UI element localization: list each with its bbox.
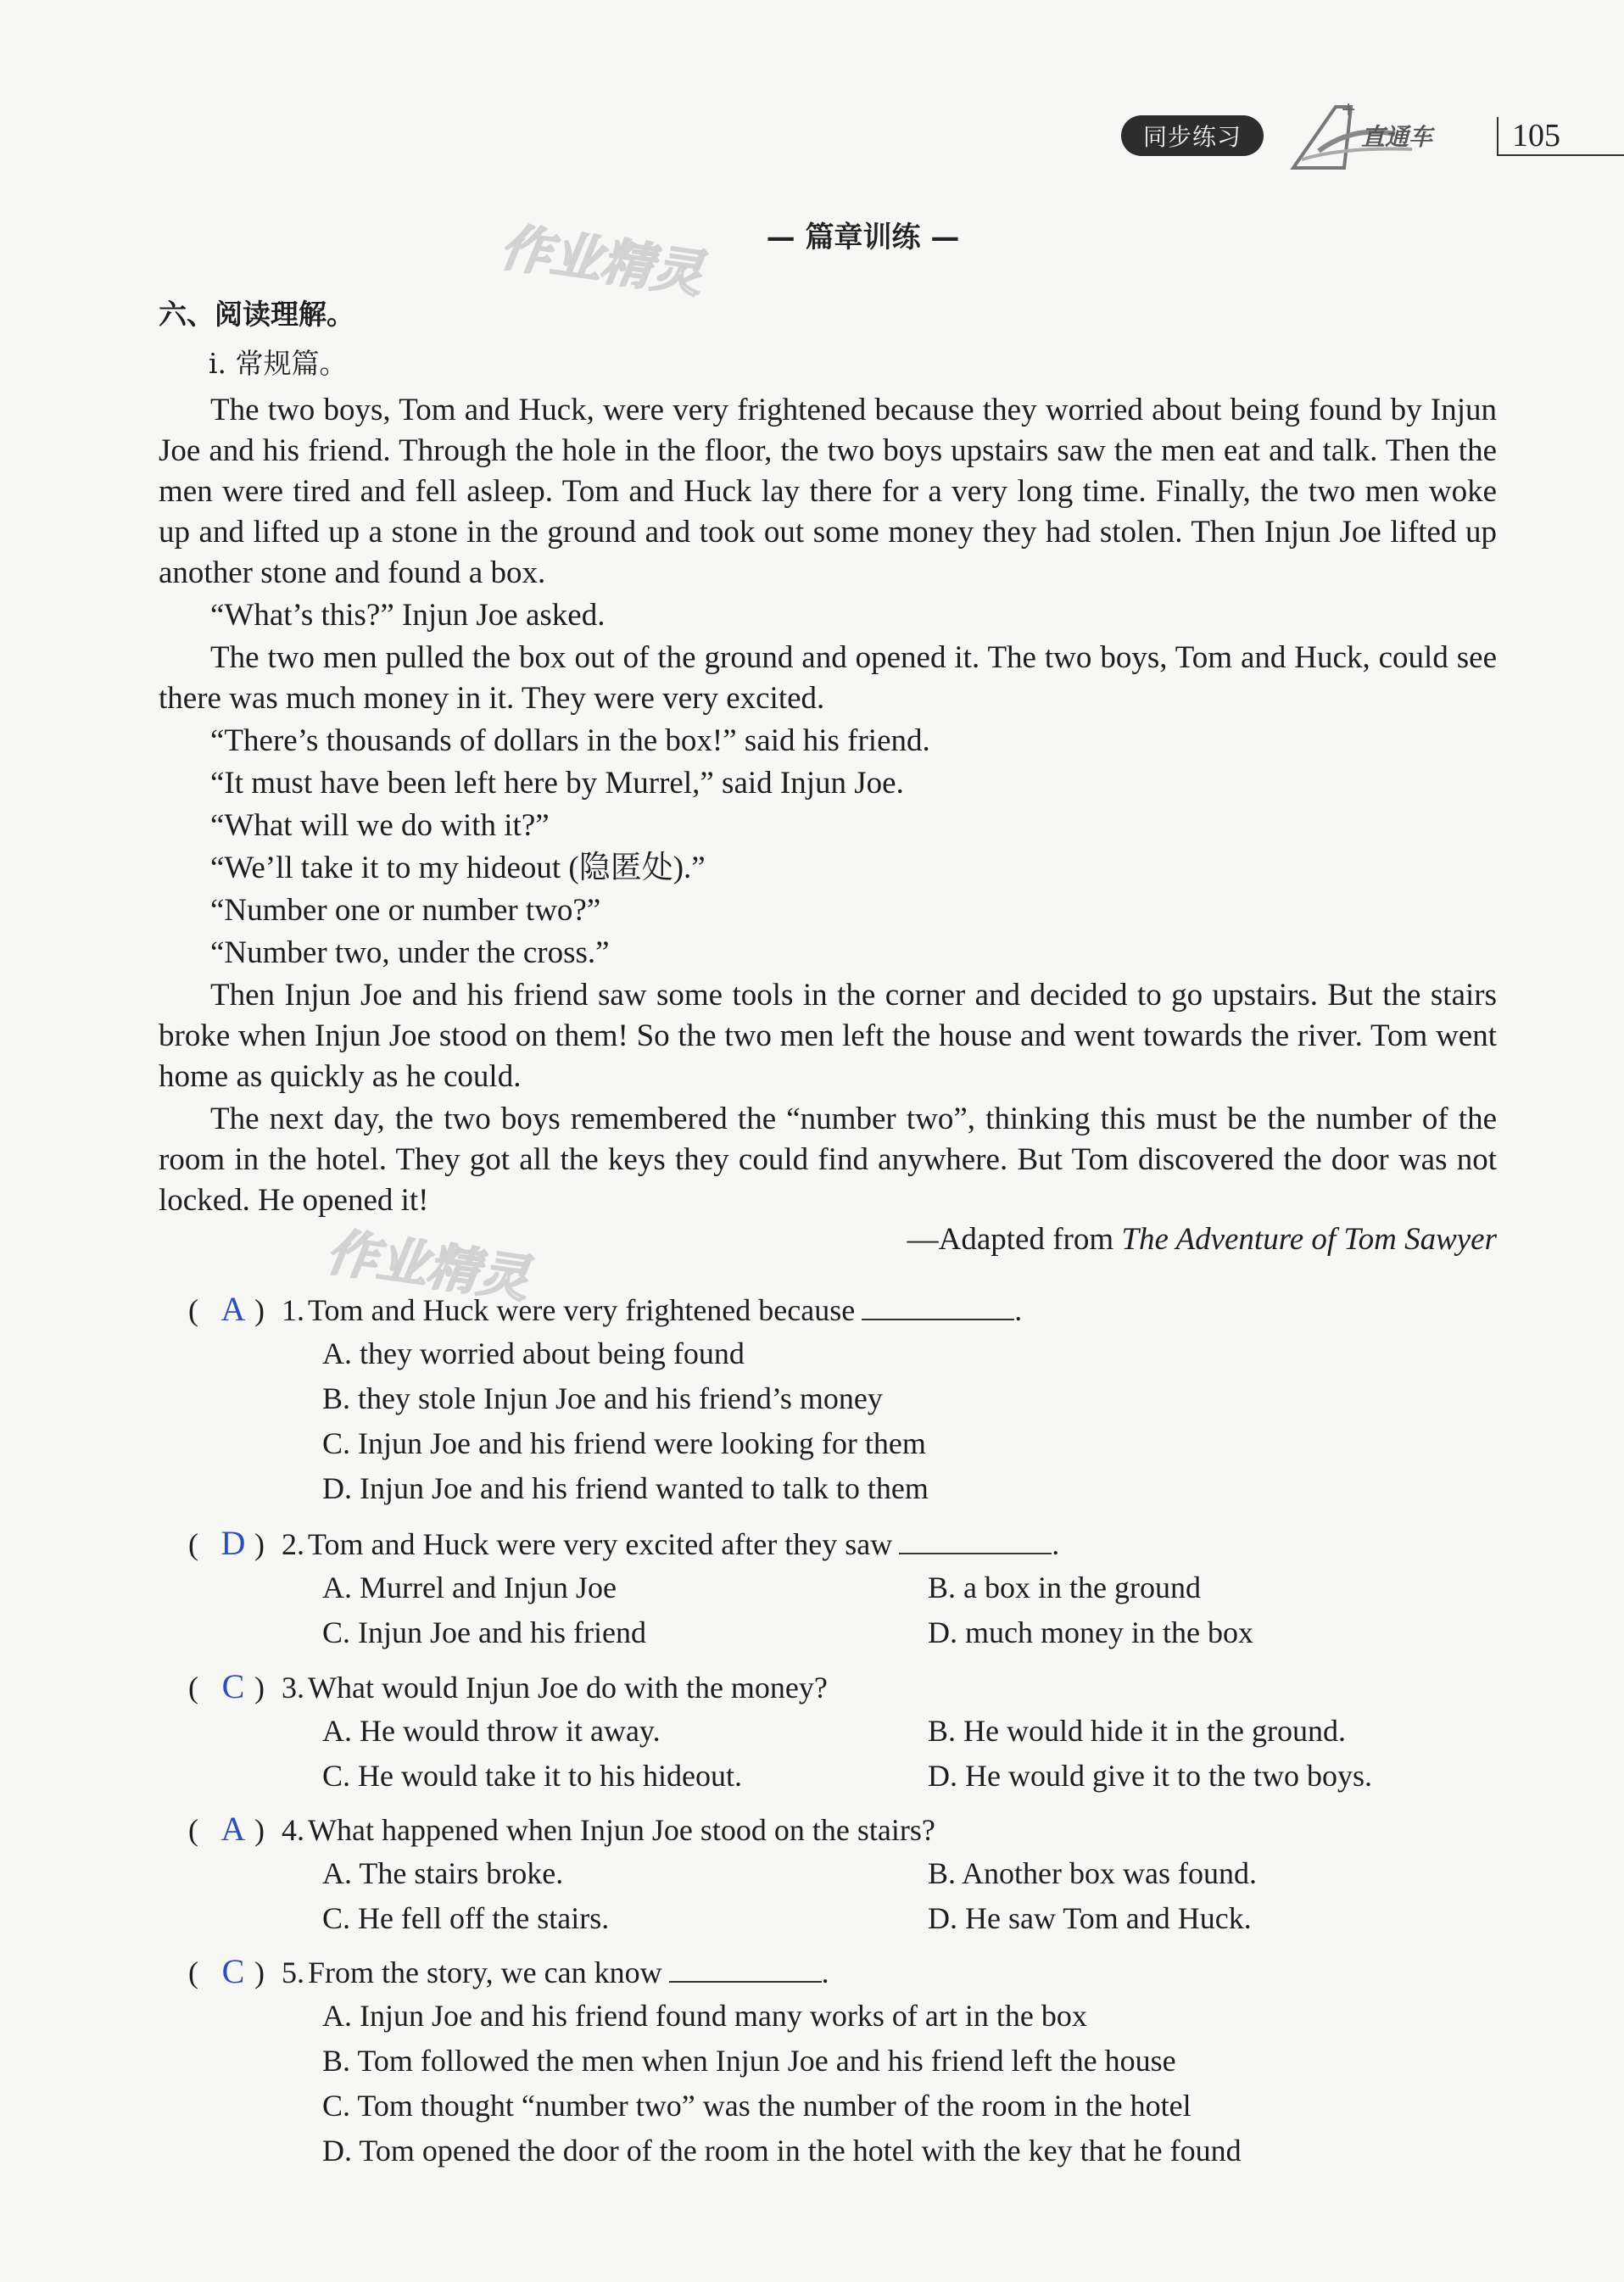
option: B. Another box was found. xyxy=(928,1856,1257,1890)
passage-paragraph: “It must have been left here by Murrel,” said Injun Joe. xyxy=(210,766,904,801)
question-number: 2. xyxy=(282,1527,304,1561)
svg-text:+: + xyxy=(1341,100,1357,120)
passage-paragraph: The two boys, Tom and Huck, were very frightened because they worried about being found by Injun Joe and his friend. Through the hole in the floor, the two boys upstairs saw the men eat and talk. Then the men were tired and fell asleep. Tom and Huck lay there for a very long time. Finally, the two men woke up and lifted up a stone in the ground and took out some money they had stolen. Then Injun Joe lifted up another stone and found a box. xyxy=(159,393,1497,590)
question-text: From the story, we can know xyxy=(308,1956,662,1989)
option: A. Injun Joe and his friend found many works of art in the box xyxy=(322,1999,1087,2033)
question-text: What would Injun Joe do with the money? xyxy=(308,1671,828,1705)
question-number: 3. xyxy=(282,1671,304,1705)
question-number: 4. xyxy=(282,1813,304,1847)
option: D. He saw Tom and Huck. xyxy=(928,1901,1252,1935)
option: B. a box in the ground xyxy=(928,1571,1201,1604)
page-number: 105 xyxy=(1512,118,1560,153)
option: A. He would throw it away. xyxy=(322,1714,661,1748)
answer-mark: A xyxy=(220,1810,246,1848)
option: C. Injun Joe and his friend were looking for them xyxy=(322,1426,926,1460)
question-5: ( C ) 5. From the story, we can know . A. Injun Joe and his friend found many works of art in the box B. Tom followed the men when Injun Joe and his friend left the house C. Tom thought “number two” was the number of the room in the hotel D. Tom opened the door of the room in the hotel with the key that he found xyxy=(188,1951,1511,2173)
question-4: ( A ) 4. What happened when Injun Joe stood on the stairs? A. The stairs broke. B. Another box was found. C. He fell off the stairs. D. He saw Tom and Huck. xyxy=(188,1809,1511,1941)
option: C. He would take it to his hideout. xyxy=(322,1759,742,1793)
watermark: 作业精灵 xyxy=(322,1222,533,1310)
passage-source xyxy=(907,1221,1497,1258)
question-1: ( A ) 1. Tom and Huck were very frightened because . A. they worried about being found B. they stole Injun Joe and his friend’s money C. Injun Joe and his friend were looking for them D. Injun Joe and his friend wanted to talk to them xyxy=(188,1289,1511,1511)
option: A. The stairs broke. xyxy=(322,1856,564,1890)
answer-blank xyxy=(669,1956,822,1983)
answer-blank xyxy=(862,1293,1014,1320)
question-text: Tom and Huck were very frightened because xyxy=(308,1293,856,1327)
option: D. Tom opened the door of the room in the hotel with the key that he found xyxy=(322,2134,1242,2168)
option: A. Murrel and Injun Joe xyxy=(322,1571,617,1604)
question-3: ( C ) 3. What would Injun Joe do with the money? A. He would throw it away. B. He would hide it in the ground. C. He would take it to his hideout. D. He would give it to the two boys. xyxy=(188,1666,1511,1799)
option: B. Tom followed the men when Injun Joe and his friend left the house xyxy=(322,2044,1176,2078)
option: D. Injun Joe and his friend wanted to talk to them xyxy=(322,1471,929,1505)
logo-text: 直通车 xyxy=(1361,123,1433,151)
question-text: Tom and Huck were very excited after they saw xyxy=(308,1527,893,1561)
option: B. they stole Injun Joe and his friend’s money xyxy=(322,1381,883,1415)
passage-paragraph: “Number one or number two?” xyxy=(210,893,601,928)
answer-mark: A xyxy=(220,1290,246,1328)
question-number: 5. xyxy=(282,1956,304,1989)
option: C. Injun Joe and his friend xyxy=(322,1615,646,1649)
passage-paragraph: “There’s thousands of dollars in the box!” said his friend. xyxy=(210,723,930,758)
source-title: The Adventure of Tom Sawyer xyxy=(1121,1222,1497,1257)
answer-mark: D xyxy=(220,1524,246,1562)
option: C. He fell off the stairs. xyxy=(322,1901,610,1935)
option: C. Tom thought “number two” was the number of the room in the hotel xyxy=(322,2089,1191,2123)
part-heading: 六、阅读理解。 xyxy=(159,298,354,331)
question-text: What happened when Injun Joe stood on the stairs? xyxy=(308,1813,935,1847)
question-number: 1. xyxy=(282,1293,304,1327)
watermark: 作业精灵 xyxy=(496,217,707,305)
passage-paragraph: The next day, the two boys remembered the “number two”, thinking this must be the number of the room in the hotel. They got all the keys they could find anywhere. But Tom discovered the door was not locked. He opened it! xyxy=(159,1102,1497,1218)
passage-paragraph: “What’s this?” Injun Joe asked. xyxy=(210,598,606,633)
source-prefix: —Adapted from xyxy=(907,1222,1122,1257)
section-title: — 篇章训练 — xyxy=(766,220,960,254)
passage-paragraph: The two men pulled the box out of the ground and opened it. The two boys, Tom and Huck, could see there was much money in it. They were very excited. xyxy=(159,640,1497,716)
passage-paragraph: “What will we do with it?” xyxy=(210,808,550,843)
answer-mark: C xyxy=(221,1667,245,1705)
question-2: ( D ) 2. Tom and Huck were very excited after they saw . A. Murrel and Injun Joe B. a box in the ground C. Injun Joe and his friend D. much money in the box xyxy=(188,1523,1511,1655)
option: A. they worried about being found xyxy=(322,1336,745,1370)
option: D. much money in the box xyxy=(928,1615,1253,1649)
passage-paragraph: Then Injun Joe and his friend saw some tools in the corner and decided to go upstairs. But the stairs broke when Injun Joe stood on them! So the two men left the house and went towards the river. Tom went home as quickly as he could. xyxy=(159,978,1497,1094)
series-badge: 同步练习 xyxy=(1121,115,1264,156)
reading-passage xyxy=(159,390,1497,1223)
sub-heading: i. 常规篇。 xyxy=(209,347,348,380)
answer-mark: C xyxy=(221,1952,245,1990)
passage-paragraph: “We’ll take it to my hideout (隐匿处).” xyxy=(210,851,706,885)
option: B. He would hide it in the ground. xyxy=(928,1714,1346,1748)
option: D. He would give it to the two boys. xyxy=(928,1759,1372,1793)
answer-blank xyxy=(899,1527,1052,1554)
passage-paragraph: “Number two, under the cross.” xyxy=(210,935,610,970)
